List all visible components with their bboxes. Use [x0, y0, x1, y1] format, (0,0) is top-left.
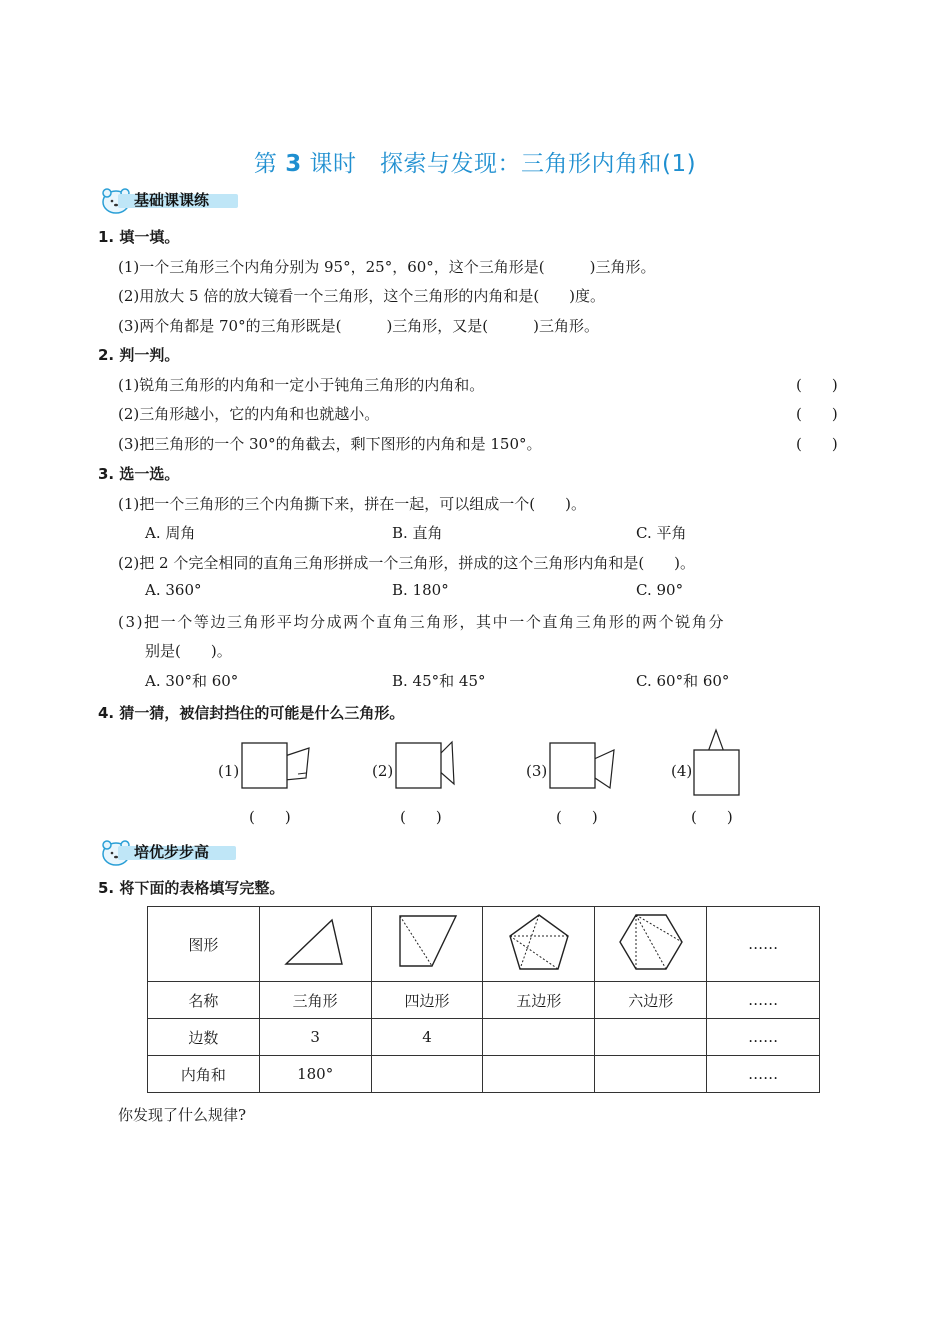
angle-sum-cell[interactable]: [595, 1056, 707, 1093]
q2-item-2: (2)三角形越小，它的内角和也就越小。: [118, 405, 380, 423]
q3-2-option-b[interactable]: B. 180°: [392, 581, 449, 599]
page-title: 第 3 课时 探索与发现：三角形内角和(1): [253, 151, 697, 177]
envelope-figure-2: [394, 740, 466, 790]
q2-answer-3[interactable]: ( ): [796, 435, 838, 453]
q4-label-3: (3): [526, 762, 548, 780]
section-badge-basic: [100, 186, 240, 214]
q2-answer-2[interactable]: ( ): [796, 405, 838, 423]
q3-3-option-a[interactable]: A. 30°和 60°: [145, 672, 239, 690]
q4-label-1: (1): [218, 762, 240, 780]
q4-label-4: (4): [671, 762, 693, 780]
q3-1-option-c[interactable]: C. 平角: [636, 524, 687, 542]
envelope-figure-1: [240, 740, 312, 790]
sides-cell: ……: [707, 1019, 820, 1056]
q3-2-option-a[interactable]: A. 360°: [145, 581, 202, 599]
sides-cell[interactable]: [483, 1019, 595, 1056]
row-header-angle-sum: 内角和: [148, 1056, 260, 1093]
q1-item-2: (2)用放大 5 倍的放大镜看一个三角形，这个三角形的内角和是( )度。: [118, 287, 606, 305]
q3-3-option-c[interactable]: C. 60°和 60°: [636, 672, 730, 690]
pentagon-figure: [504, 911, 574, 973]
q2-answer-1[interactable]: ( ): [796, 376, 838, 394]
shape-triangle: [259, 907, 371, 982]
q3-1-option-a[interactable]: A. 周角: [145, 524, 196, 542]
section-title: 培优步步高: [134, 843, 210, 861]
q2-item-3: (3)把三角形的一个 30°的角截去，剩下图形的内角和是 150°。: [118, 435, 542, 453]
angle-sum-cell: ……: [707, 1056, 820, 1093]
q3-3-stem-cont: 别是( )。: [145, 642, 232, 660]
q1-item-3: (3)两个角都是 70°的三角形既是( )三角形，又是( )三角形。: [118, 317, 600, 335]
sides-cell[interactable]: [595, 1019, 707, 1056]
q4-answer-2[interactable]: ( ): [400, 808, 442, 826]
triangle-figure: [280, 914, 350, 970]
row-header-name: 名称: [148, 982, 260, 1019]
quadrilateral-figure: [392, 912, 462, 972]
q5-footer: 你发现了什么规律?: [118, 1106, 247, 1124]
q3-1-stem: (1)把一个三角形的三个内角撕下来，拼在一起，可以组成一个( )。: [118, 495, 586, 513]
q4-heading: 4. 猜一猜，被信封挡住的可能是什么三角形。: [98, 704, 405, 722]
row-header-sides: 边数: [148, 1019, 260, 1056]
q2-heading: 2. 判一判。: [98, 346, 180, 364]
angle-sum-cell[interactable]: [483, 1056, 595, 1093]
table-row: [148, 907, 820, 982]
q3-2-option-c[interactable]: C. 90°: [636, 581, 684, 599]
q2-item-1: (1)锐角三角形的内角和一定小于钝角三角形的内角和。: [118, 376, 485, 394]
angle-sum-cell: 180°: [259, 1056, 371, 1093]
section-badge-advanced: [100, 838, 240, 866]
table-row: [148, 1056, 820, 1093]
ellipsis-cell: ……: [707, 907, 820, 982]
q3-3-option-b[interactable]: B. 45°和 45°: [392, 672, 486, 690]
q3-heading: 3. 选一选。: [98, 465, 180, 483]
shape-quadrilateral: [371, 907, 483, 982]
q3-2-stem: (2)把 2 个完全相同的直角三角形拼成一个三角形，拼成的这个三角形内角和是( )。: [118, 554, 696, 572]
hexagon-figure: [614, 911, 688, 973]
q1-item-1: (1)一个三角形三个内角分别为 95°，25°，60°，这个三角形是( )三角形。: [118, 258, 656, 276]
row-header-shape: 图形: [148, 907, 260, 982]
q4-answer-4[interactable]: ( ): [691, 808, 733, 826]
q5-heading: 5. 将下面的表格填写完整。: [98, 879, 285, 897]
shape-hexagon: [595, 907, 707, 982]
envelope-figure-4: [692, 728, 742, 798]
name-cell: 四边形: [371, 982, 483, 1019]
envelope-figure-3: [548, 740, 620, 790]
q4-answer-3[interactable]: ( ): [556, 808, 598, 826]
table-row: [148, 1019, 820, 1056]
name-cell: ……: [707, 982, 820, 1019]
name-cell: 三角形: [259, 982, 371, 1019]
q1-heading: 1. 填一填。: [98, 228, 180, 246]
shape-pentagon: [483, 907, 595, 982]
q3-1-option-b[interactable]: B. 直角: [392, 524, 443, 542]
name-cell: 六边形: [595, 982, 707, 1019]
q4-answer-1[interactable]: ( ): [249, 808, 291, 826]
name-cell: 五边形: [483, 982, 595, 1019]
q3-3-stem: (3)把一个等边三角形平均分成两个直角三角形，其中一个直角三角形的两个锐角分: [118, 613, 726, 631]
polygon-table: [147, 906, 820, 1093]
section-title: 基础课课练: [134, 191, 210, 209]
q4-label-2: (2): [372, 762, 394, 780]
angle-sum-cell[interactable]: [371, 1056, 483, 1093]
sides-cell: 4: [371, 1019, 483, 1056]
sides-cell: 3: [259, 1019, 371, 1056]
table-row: [148, 982, 820, 1019]
